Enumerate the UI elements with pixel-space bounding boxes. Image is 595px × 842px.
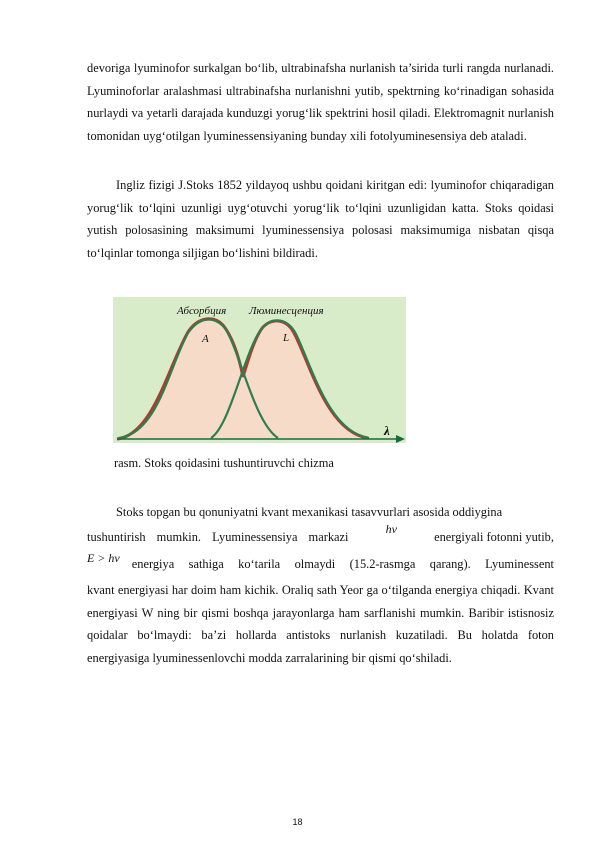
page-number: 18: [292, 817, 303, 827]
label-lambda: λ: [384, 423, 390, 438]
label-absorption: Абсорбция: [177, 305, 227, 317]
label-A: A: [202, 333, 209, 345]
label-luminescence: Люминесценция: [249, 305, 324, 317]
stokes-chart: [113, 297, 406, 443]
paragraph-3-rest: kvant energiyasi har doim ham kichik. Oraliq sath Yeor ga o‘tilganda energiya chiqadi. Kvant energiyasi W ning bir qismi boshqa jarayonlarga ham sarflanishi mumkin. Baribir istisnosiz qoidalar bo‘lmaydi: ba’zi hollarda antistoks nurlanish kuzatiladi. Bu holatda foton energiyasiga lyuminessenlovchi modda zarralarining bir qismi qo‘shiladi.: [87, 583, 554, 665]
paragraph-1: devoriga lyuminofor surkalgan bo‘lib, ultrabinafsha nurlanish ta’sirida turli rangda nurlanadi. Lyuminoforlar aralashmasi ultrabinafsha nurlanishni yutib, spektrning ko‘rinadigan sohasida nurlaydi va yetarli darajada kunduzgi yorug‘lik spektrini hosil qiladi. Elektromagnit nurlanish tomonidan uyg‘otilgan lyuminessensiyaning bunday xili fotolyuminesensiya deb ataladi.: [87, 61, 554, 143]
paragraph-2: Ingliz fizigi J.Stoks 1852 yildayoq ushbu qoidani kiritgan edi: lyuminofor chiqaradigan yorug‘lik to‘lqini uzunligi uyg‘otuvchi yorug‘lik to‘lqini uzunligidan katta. Stoks qoidasi yutish polosasining maksimumi lyuminessensiya polosasi maksimumiga nisbatan qisqa to‘lqinlar tomonga siljigan bo‘lishini bildiradi.: [87, 178, 554, 260]
figure-caption: rasm. Stoks qoidasini tushuntiruvchi chizma: [114, 456, 334, 470]
paragraph-3-line-2-end: energiyali fotonni yutib,: [434, 530, 554, 544]
math-e-gt-hv: E > hν: [87, 551, 120, 565]
math-hv: hν: [385, 522, 397, 536]
label-L: L: [283, 332, 290, 344]
paragraph-3-line-2: [87, 522, 554, 545]
paragraph-3-line-2-text: tushuntirish mumkin. Lyuminessensiya markazi: [87, 530, 349, 544]
paragraph-3-line-3-text: energiya sathiga ko‘tarila olmaydi (15.2-rasmga qarang). Lyuminessent: [131, 557, 554, 571]
paragraph-3-line-1: Stoks topgan bu qonuniyatni kvant mexanikasi tasavvurlari asosida oddiygina: [116, 505, 503, 519]
paragraph-3-line-3: [87, 551, 554, 572]
stokes-figure: [113, 297, 406, 443]
